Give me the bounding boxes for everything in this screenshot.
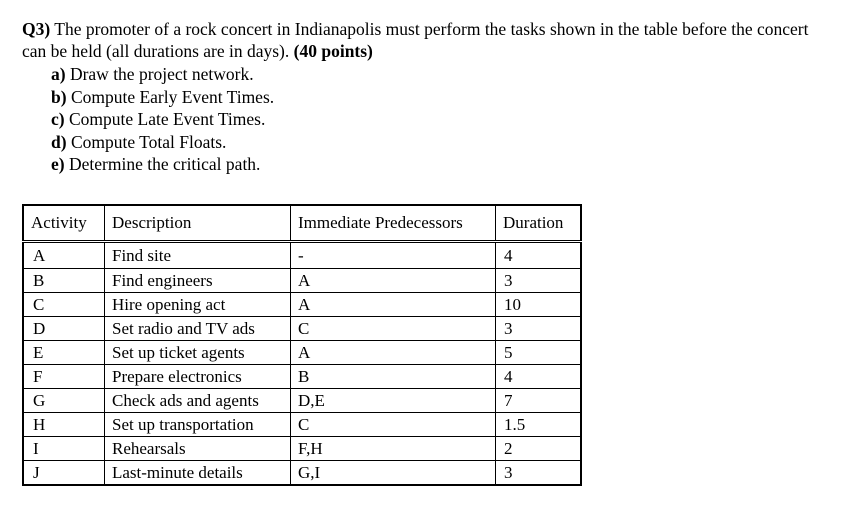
- cell-predecessors: F,H: [291, 437, 496, 461]
- table-row: [23, 365, 581, 389]
- question-statement: [22, 18, 822, 62]
- cell-description: Set up transportation: [105, 413, 291, 437]
- table-row: [23, 293, 581, 317]
- cell-predecessors: A: [291, 293, 496, 317]
- cell-activity: C: [23, 293, 105, 317]
- activity-table: [22, 204, 582, 486]
- cell-description: Prepare electronics: [105, 365, 291, 389]
- question-part-d: d) Compute Total Floats.: [51, 131, 227, 152]
- cell-description: Check ads and agents: [105, 389, 291, 413]
- header-activity: Activity: [23, 205, 105, 242]
- cell-duration: 4: [496, 365, 582, 389]
- cell-description: Last-minute details: [105, 461, 291, 486]
- cell-description: Set up ticket agents: [105, 341, 291, 365]
- question-parts-list: [51, 63, 274, 176]
- cell-description: Find engineers: [105, 269, 291, 293]
- cell-duration: 4: [496, 242, 582, 269]
- cell-duration: 2: [496, 437, 582, 461]
- cell-predecessors: G,I: [291, 461, 496, 486]
- cell-duration: 10: [496, 293, 582, 317]
- table-row: [23, 437, 581, 461]
- question-text: The promoter of a rock concert in Indianapolis must perform the tasks shown in the table before the concert can be held (all durations are in days).: [22, 19, 809, 61]
- table-row: [23, 317, 581, 341]
- cell-predecessors: A: [291, 341, 496, 365]
- question-part-a: a) Draw the project network.: [51, 64, 254, 84]
- question-part-c: c) Compute Late Event Times.: [51, 109, 266, 129]
- header-description: Description: [105, 205, 291, 242]
- cell-activity: B: [23, 269, 105, 293]
- header-duration: Duration: [496, 205, 582, 242]
- cell-duration: 7: [496, 389, 582, 413]
- question-points: (40 points): [293, 41, 373, 61]
- question-part-e: e) Determine the critical path.: [51, 154, 261, 174]
- table-row: [23, 413, 581, 437]
- cell-predecessors: C: [291, 413, 496, 437]
- cell-description: Hire opening act: [105, 293, 291, 317]
- question-number: Q3): [22, 19, 51, 39]
- table-row: [23, 389, 581, 413]
- table-row: [23, 341, 581, 365]
- cell-description: Find site: [105, 242, 291, 269]
- question-part-b: b) Compute Early Event Times.: [51, 86, 275, 107]
- cell-activity: F: [23, 365, 105, 389]
- header-predecessors: Immediate Predecessors: [291, 205, 496, 242]
- cell-activity: I: [23, 437, 105, 461]
- table-row: [23, 269, 581, 293]
- cell-predecessors: D,E: [291, 389, 496, 413]
- cell-activity: G: [23, 389, 105, 413]
- cell-duration: 1.5: [496, 413, 582, 437]
- cell-description: Rehearsals: [105, 437, 291, 461]
- cell-predecessors: -: [291, 242, 496, 269]
- cell-predecessors: B: [291, 365, 496, 389]
- cell-duration: 3: [496, 461, 582, 486]
- cell-activity: H: [23, 413, 105, 437]
- table-row: [23, 242, 581, 269]
- cell-duration: 5: [496, 341, 582, 365]
- cell-predecessors: A: [291, 269, 496, 293]
- cell-activity: J: [23, 461, 105, 486]
- table-header-row: [23, 205, 581, 242]
- cell-duration: 3: [496, 317, 582, 341]
- cell-predecessors: C: [291, 317, 496, 341]
- cell-activity: A: [23, 242, 105, 269]
- table-row: [23, 461, 581, 486]
- cell-description: Set radio and TV ads: [105, 317, 291, 341]
- cell-activity: E: [23, 341, 105, 365]
- cell-activity: D: [23, 317, 105, 341]
- cell-duration: 3: [496, 269, 582, 293]
